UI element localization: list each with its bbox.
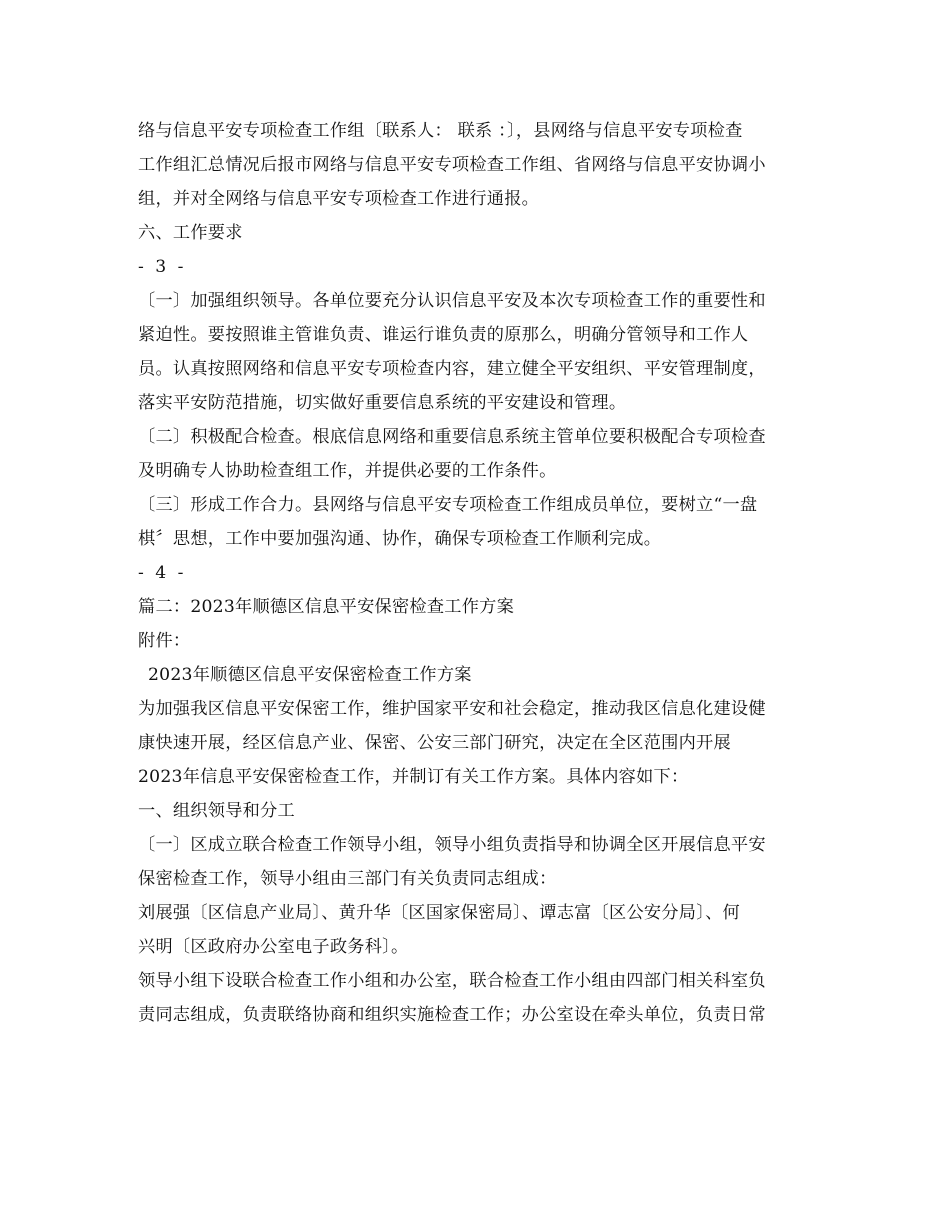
text-line: 〔二〕积极配合检查。根底信息网络和重要信息系统主管单位要积极配合专项检查 <box>138 427 766 447</box>
text-line: 康快速开展，经区信息产业、保密、公安三部门研究，决定在全区范围内开展 <box>138 733 731 753</box>
document-heading: 篇二：2023年顺德区信息平安保密检查工作方案 <box>138 597 515 617</box>
text-line: 2023年信息平安保密检查工作，并制订有关工作方案。具体内容如下： <box>138 767 689 787</box>
text-line: 棋〞思想，工作中要加强沟通、协作，确保专项检查工作顺利完成。 <box>138 529 662 549</box>
text-line: 络与信息平安专项检查工作组〔联系人： 联系 ：〕，县网络与信息平安专项检查 <box>138 121 743 141</box>
text-line: 组，并对全网络与信息平安专项检查工作进行通报。 <box>138 189 540 209</box>
text-line: 刘展强〔区信息产业局〕、黄升华〔区国家保密局〕、谭志富〔区公安分局〕、何 <box>138 903 740 923</box>
section-heading: 六、工作要求 <box>138 223 243 243</box>
text-line: 兴明〔区政府办公室电子政务科〕。 <box>138 937 409 957</box>
attachment-label: 附件： <box>138 631 191 651</box>
text-line: 工作组汇总情况后报市网络与信息平安专项检查工作组、省网络与信息平安协调小 <box>138 155 766 175</box>
text-line: 〔一〕加强组织领导。各单位要充分认识信息平安及本次专项检查工作的重要性和 <box>138 291 766 311</box>
text-line: 为加强我区信息平安保密工作，维护国家平安和社会稳定，推动我区信息化建设健 <box>138 699 766 719</box>
text-line: 〔三〕形成工作合力。县网络与信息平安专项检查工作组成员单位，要树立“一盘 <box>138 495 758 515</box>
text-line: 责同志组成，负责联络协商和组织实施检查工作；办公室设在牵头单位，负责日常 <box>138 1005 766 1025</box>
text-line: 〔一〕区成立联合检查工作领导小组，领导小组负责指导和协调全区开展信息平安 <box>138 835 766 855</box>
document-body <box>138 114 818 1032</box>
text-line: 落实平安防范措施，切实做好重要信息系统的平安建设和管理。 <box>138 393 627 413</box>
text-line: 保密检查工作，领导小组由三部门有关负责同志组成： <box>138 869 557 889</box>
plan-title: 2023年顺德区信息平安保密检查工作方案 <box>148 665 472 685</box>
text-line: 员。认真按照网络和信息平安专项检查内容，建立健全平安组织、平安管理制度， <box>138 359 766 379</box>
page-marker: - 4 - <box>138 563 187 583</box>
text-line: 及明确专人协助检查组工作，并提供必要的工作条件。 <box>138 461 557 481</box>
page-marker: - 3 - <box>138 257 187 277</box>
text-line: 紧迫性。要按照谁主管谁负责、谁运行谁负责的原那么，明确分管领导和工作人 <box>138 325 749 345</box>
section-heading: 一、组织领导和分工 <box>138 801 295 821</box>
text-line: 领导小组下设联合检查工作小组和办公室，联合检查工作小组由四部门相关科室负 <box>138 971 766 991</box>
